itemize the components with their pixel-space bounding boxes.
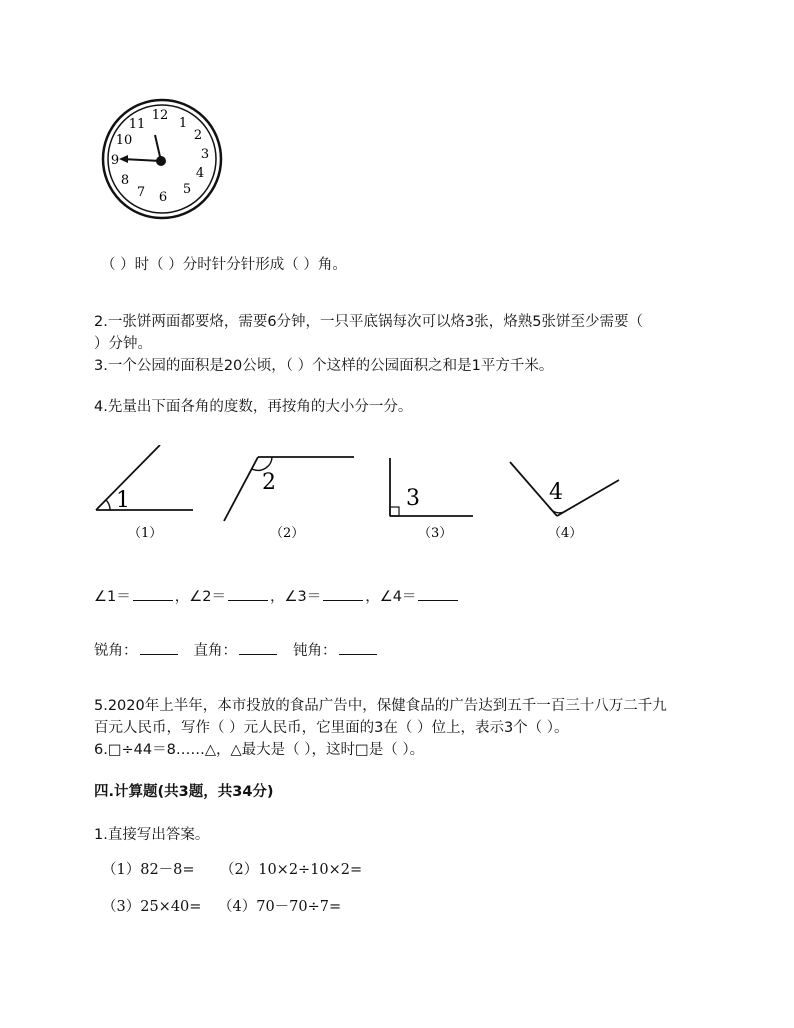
angle-2-figure	[224, 457, 354, 541]
calc-item-4-expr: 70－70÷7=	[256, 899, 342, 915]
calc-item-3-num: （3）	[102, 899, 141, 915]
acute-blank[interactable]	[140, 640, 178, 655]
calc-item-2-expr: 10×2÷10×2=	[258, 862, 363, 878]
q6-text: 6.□÷44＝8……△，△最大是（ ），这时□是（ ）。	[94, 742, 425, 758]
angle-2-prefix: ，∠2＝	[174, 589, 226, 605]
angle-1-figure	[96, 445, 193, 541]
calc-item-1	[102, 860, 195, 880]
angle-1-caption: （1）	[128, 526, 163, 541]
angle-3-caption: （3）	[418, 526, 453, 541]
angle-4-prefix: ，∠4＝	[365, 589, 417, 605]
clock-number-11: 11	[128, 117, 146, 132]
obtuse-label: 钝角：	[293, 643, 337, 659]
q2-line-2: ）分钟。	[94, 336, 152, 352]
q2-line-1: 2.一张饼两面都要烙，需要6分钟，一只平底锅每次可以烙3张，烙熟5张饼至少需要（	[94, 314, 644, 330]
angle-1-prefix: ∠1＝	[94, 589, 131, 605]
clock-number-2: 2	[193, 128, 203, 143]
calc-item-4-num: （4）	[218, 899, 257, 915]
right-blank[interactable]	[239, 640, 277, 655]
clock-number-10: 10	[115, 133, 133, 148]
clock-number-9: 9	[110, 153, 120, 168]
calc-item-4	[218, 897, 341, 917]
calc-item-1-expr: 82－8=	[140, 862, 195, 878]
section-4-title: 四.计算题(共3题，共34分)	[94, 784, 274, 800]
angle-figures	[88, 445, 648, 550]
angle-4-caption: （4）	[548, 526, 583, 541]
angle-classify-row	[94, 640, 379, 661]
clock-minute-hand-arrow	[119, 155, 128, 163]
angle-4-label: 4	[549, 480, 563, 505]
clock-number-7: 7	[136, 185, 146, 200]
q5-line-2: 百元人民币，写作（ ）元人民币，它里面的3在（ ）位上，表示3个（ ）。	[94, 720, 569, 736]
q3-text: 3.一个公园的面积是20公顷，（ ）个这样的公园面积之和是1平方千米。	[94, 358, 554, 374]
calc-item-3	[102, 897, 201, 917]
angle-4-blank[interactable]	[418, 586, 458, 601]
q5-line-1: 5.2020年上半年，本市投放的食品广告中，保健食品的广告达到五千一百三十八万二千九	[94, 698, 667, 714]
clock-number-5: 5	[182, 182, 192, 197]
angle-3-blank[interactable]	[323, 586, 363, 601]
angle-1-blank[interactable]	[133, 586, 173, 601]
angle-2-caption: （2）	[270, 526, 305, 541]
calc-item-2-num: （2）	[220, 862, 259, 878]
clock-number-8: 8	[120, 173, 130, 188]
q1-text: （ ）时（ ）分时针分针形成（ ）角。	[101, 257, 347, 273]
right-label: 直角：	[193, 643, 237, 659]
clock-number-6: 6	[158, 190, 168, 205]
calc-item-1-num: （1）	[102, 862, 141, 878]
clock-number-4: 4	[195, 166, 205, 181]
clock-number-12: 12	[151, 108, 169, 123]
calc-item-2	[220, 860, 362, 880]
clock-center-dot	[156, 156, 166, 166]
angle-1-label: 1	[116, 488, 130, 513]
acute-label: 锐角：	[94, 643, 138, 659]
angle-2-label: 2	[262, 470, 276, 495]
angle-3-figure	[390, 458, 473, 541]
q4-title: 4.先量出下面各角的度数，再按角的大小分一分。	[94, 399, 413, 415]
angle-4-figure	[510, 462, 619, 541]
calc-q1-title: 1.直接写出答案。	[94, 827, 210, 843]
angle-3-prefix: ，∠3＝	[269, 589, 322, 605]
obtuse-blank[interactable]	[339, 640, 377, 655]
angle-2-blank[interactable]	[228, 586, 268, 601]
clock-number-1: 1	[178, 116, 188, 131]
calc-item-3-expr: 25×40=	[140, 899, 202, 915]
clock-figure	[100, 97, 224, 221]
clock-number-3: 3	[200, 147, 210, 162]
angle-3-label: 3	[406, 486, 420, 511]
angle-measure-row	[94, 586, 460, 607]
